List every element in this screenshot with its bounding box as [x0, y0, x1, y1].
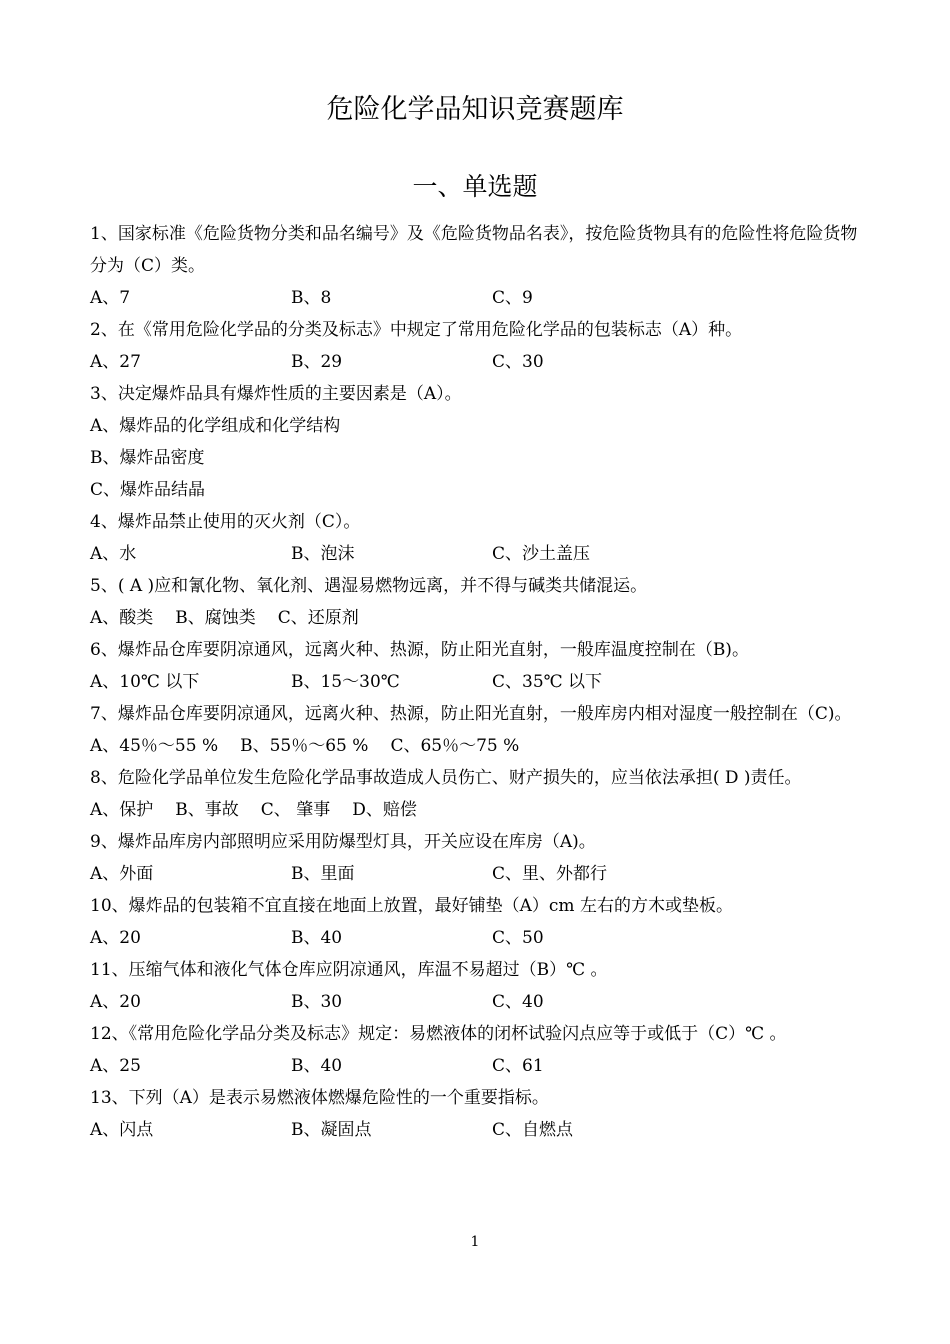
options-11: [90, 986, 870, 1018]
option: A、45％～55 %: [90, 736, 219, 756]
option: C、自燃点: [492, 1120, 574, 1140]
question-1: 1、国家标准《危险货物分类和品名编号》及《危险货物品名表》，按危险货物具有的危险性将危险货物分为（C）类。: [90, 224, 858, 276]
option: C、还原剂: [277, 608, 359, 628]
question-12: 12、《常用危险化学品分类及标志》规定：易燃液体的闭杯试验闪点应等于或低于（C）℃ 。: [90, 1024, 787, 1044]
options-5: [90, 602, 870, 634]
question-11: 11、压缩气体和液化气体仓库应阴凉通风，库温不易超过（B）℃ 。: [90, 960, 608, 980]
option-line: C、爆炸品结晶: [90, 480, 206, 500]
option-line: A、爆炸品的化学组成和化学结构: [90, 416, 341, 436]
options-6: [90, 666, 870, 698]
option: C、35℃ 以下: [492, 672, 603, 692]
option: A、7: [90, 288, 131, 308]
option: B、泡沫: [291, 544, 355, 564]
option: C、61: [492, 1056, 544, 1076]
question-2: 2、在《常用危险化学品的分类及标志》中规定了常用危险化学品的包装标志（A）种。: [90, 320, 743, 340]
option: C、里、外都行: [492, 864, 608, 884]
option: D、赔偿: [352, 800, 417, 820]
option: C、40: [492, 992, 544, 1012]
option: C、65％～75 %: [390, 736, 520, 756]
question-3: 3、决定爆炸品具有爆炸性质的主要因素是（A）。: [90, 384, 462, 404]
option: C、30: [492, 352, 544, 372]
question-5: 5、( A )应和氰化物、氧化剂、遇湿易燃物远离，并不得与碱类共储混运。: [90, 576, 648, 596]
option: B、29: [291, 352, 343, 372]
option: A、27: [90, 352, 141, 372]
option: B、凝固点: [291, 1120, 372, 1140]
question-7: 7、爆炸品仓库要阴凉通风，远离火种、热源，防止阳光直射，一般库房内相对湿度一般控制在（C)。: [90, 704, 852, 724]
option: B、30: [291, 992, 343, 1012]
options-1: [90, 282, 870, 314]
option: B、55％～65 %: [240, 736, 369, 756]
question-list: [90, 218, 870, 1146]
question-6: 6、爆炸品仓库要阴凉通风，远离火种、热源，防止阳光直射，一般库温度控制在（B)。: [90, 640, 749, 660]
section-title: 一、单选题: [412, 172, 538, 201]
question-9: 9、爆炸品库房内部照明应采用防爆型灯具，开关应设在库房（A)。: [90, 832, 596, 852]
option: A、闪点: [90, 1120, 154, 1140]
options-8: [90, 794, 870, 826]
option: A、20: [90, 992, 141, 1012]
option: B、40: [291, 928, 343, 948]
option: C、 肇事: [260, 800, 331, 820]
option: A、20: [90, 928, 141, 948]
option-line: B、爆炸品密度: [90, 448, 205, 468]
options-13: [90, 1114, 870, 1146]
option: B、里面: [291, 864, 355, 884]
option: B、15～30℃: [291, 672, 400, 692]
option: C、50: [492, 928, 544, 948]
page-number: 1: [470, 1234, 480, 1250]
option: A、酸类: [90, 608, 154, 628]
page-title: 危险化学品知识竞赛题库: [326, 94, 624, 125]
options-10: [90, 922, 870, 954]
option: C、沙土盖压: [492, 544, 591, 564]
options-4: [90, 538, 870, 570]
option: A、25: [90, 1056, 141, 1076]
question-13: 13、下列（A）是表示易燃液体燃爆危险性的一个重要指标。: [90, 1088, 549, 1108]
question-10: 10、爆炸品的包装箱不宜直接在地面上放置，最好铺垫（A）cm 左右的方木或垫板。: [90, 896, 733, 916]
option: A、保护: [90, 800, 154, 820]
options-7: [90, 730, 870, 762]
option: C、9: [492, 288, 533, 308]
options-2: [90, 346, 870, 378]
option: A、10℃ 以下: [90, 672, 200, 692]
question-8: 8、危险化学品单位发生危险化学品事故造成人员伤亡、财产损失的，应当依法承担( D )责任。: [90, 768, 802, 788]
option: B、腐蚀类: [175, 608, 256, 628]
option: A、水: [90, 544, 137, 564]
options-12: [90, 1050, 870, 1082]
question-4: 4、爆炸品禁止使用的灭火剂（C）。: [90, 512, 361, 532]
option: B、8: [291, 288, 332, 308]
option: A、外面: [90, 864, 154, 884]
options-9: [90, 858, 870, 890]
option: B、40: [291, 1056, 343, 1076]
option: B、事故: [175, 800, 239, 820]
